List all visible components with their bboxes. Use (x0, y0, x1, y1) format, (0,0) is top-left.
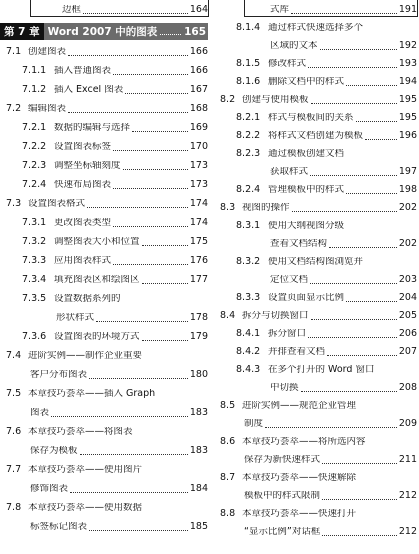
toc-entry[interactable] (214, 508, 417, 520)
section-number: 7.1.2 (22, 84, 47, 96)
section-title: 应用图表样式 (54, 256, 112, 266)
section-title: 拆分与切换窗口 (242, 311, 309, 321)
section-title: 本章技巧荟萃——将所选内容 (242, 437, 366, 447)
toc-entry[interactable] (214, 112, 417, 124)
section-number: 8.6 (220, 436, 236, 448)
toc-entry[interactable] (214, 220, 417, 232)
section-number: 7.3.5 (22, 293, 47, 305)
section-number: 8.7 (220, 472, 236, 484)
section-title: 本章技巧荟萃——使用图片 (28, 465, 143, 475)
toc-entry[interactable] (0, 407, 208, 419)
section-number: 7.1 (6, 46, 22, 58)
chapter-label: 第 7 章 (0, 23, 44, 40)
section-number: 8.2.3 (236, 148, 261, 160)
section-title: 标签标记图表 (30, 522, 88, 532)
chapter-title-bar (44, 23, 208, 40)
section-title: 设置数据系列的 (54, 294, 121, 304)
toc-entry[interactable] (214, 22, 417, 34)
toc-entry[interactable] (0, 350, 208, 362)
toc-entry[interactable] (0, 312, 208, 324)
chapter-page-number: 165 (184, 25, 206, 38)
section-number: 8.3.2 (236, 256, 261, 268)
page-number: 173 (189, 179, 208, 191)
section-title: 调整图表大小和位置 (54, 237, 140, 247)
section-title: 并排查看文档 (268, 347, 326, 357)
toc-entry[interactable] (214, 130, 417, 142)
toc-entry[interactable] (214, 40, 417, 52)
section-title: 模板中的样式限制 (244, 491, 321, 501)
page-number: 204 (398, 292, 417, 304)
section-title: 本章技巧荟萃——快速解除 (242, 473, 357, 483)
section-title: 制度 (244, 419, 264, 429)
toc-entry[interactable] (0, 65, 208, 77)
toc-entry[interactable] (0, 445, 208, 457)
section-title: 设置页面显示比例 (268, 293, 345, 303)
page-number: 174 (189, 217, 208, 229)
toc-entry[interactable] (0, 141, 208, 153)
section-title: 修饰图表 (30, 484, 69, 494)
section-title: 快速布局图表 (54, 180, 112, 190)
section-title: 样式与模板间的关系 (268, 113, 354, 123)
section-title: 保存为模板 (30, 446, 78, 456)
leader-dots (113, 74, 188, 75)
section-title: 本章技巧荟萃——将图表 (28, 427, 133, 437)
section-title: 插入普通图表 (54, 66, 112, 76)
toc-entry[interactable] (0, 198, 208, 210)
section-title: 边框 (62, 5, 82, 15)
section-number: 7.3.4 (22, 274, 47, 286)
section-title: 创建图表 (28, 47, 67, 57)
page-number: 212 (398, 490, 417, 502)
leader-dots (308, 67, 397, 68)
leader-dots (87, 207, 188, 208)
page-number: 178 (189, 312, 208, 324)
leader-dots (311, 103, 397, 104)
page-number: 185 (189, 521, 208, 533)
section-title: 视图的操作 (242, 203, 290, 213)
section-title: 将样式文档创建为模板 (268, 131, 364, 141)
page-number: 184 (189, 483, 208, 495)
section-title: 拆分窗口 (268, 329, 307, 339)
toc-entry[interactable] (214, 202, 417, 214)
section-title: 使用大纲视图分级 (268, 221, 345, 231)
toc-entry[interactable] (214, 328, 417, 340)
chapter-heading[interactable] (0, 23, 208, 40)
toc-entry[interactable] (0, 46, 208, 58)
section-number: 8.2 (220, 94, 236, 106)
page-number: 168 (189, 103, 208, 115)
toc-entry[interactable] (214, 274, 417, 286)
page-number: 174 (189, 198, 208, 210)
section-title: 删除文档中的样式 (268, 77, 345, 87)
leader-dots (310, 175, 397, 176)
section-number: 8.4.3 (236, 364, 261, 376)
section-title: 本章技巧荟萃——快速打开 (242, 509, 357, 519)
page-number: 196 (398, 130, 417, 142)
section-number: 7.4 (6, 350, 22, 362)
section-title: 中切换 (270, 383, 299, 393)
section-title: 调整坐标轴刻度 (54, 161, 121, 171)
toc-entry[interactable] (214, 76, 417, 88)
toc-entry[interactable] (214, 4, 417, 16)
section-number: 8.1.5 (236, 58, 261, 70)
leader-dots (68, 112, 188, 113)
toc-entry[interactable] (0, 103, 208, 115)
toc-entry[interactable] (0, 160, 208, 172)
section-number: 8.8 (220, 508, 236, 520)
toc-entry[interactable] (0, 4, 208, 16)
section-title: 客户分布图表 (30, 370, 88, 380)
section-title: 定位文档 (270, 275, 309, 285)
section-title: 查看文档结构 (270, 239, 328, 249)
leader-dots (346, 193, 397, 194)
section-title: 区域的文本 (270, 41, 318, 51)
leader-dots (125, 93, 188, 94)
toc-entry[interactable] (0, 255, 208, 267)
section-number: 7.2.4 (22, 179, 47, 191)
section-number: 7.2.3 (22, 160, 47, 172)
section-number: 8.3 (220, 202, 236, 214)
leader-dots (308, 337, 397, 338)
toc-entry[interactable] (0, 217, 208, 229)
leader-dots (142, 245, 188, 246)
toc-entry[interactable] (214, 454, 417, 466)
page-number: 194 (398, 76, 417, 88)
toc-entry[interactable] (0, 236, 208, 248)
leader-dots (113, 264, 188, 265)
page-number: 205 (398, 310, 417, 322)
leader-dots (356, 121, 397, 122)
chapter-title: Word 2007 中的图表 (47, 26, 158, 38)
page-number: 180 (189, 369, 208, 381)
section-title: 保存为新快速样式 (244, 455, 321, 465)
toc-entry[interactable] (214, 256, 417, 268)
section-number: 7.2 (6, 103, 22, 115)
page-number: 170 (189, 141, 208, 153)
toc-entry[interactable] (214, 238, 417, 250)
page-number: 169 (189, 122, 208, 134)
section-title: 数据的编辑与选择 (54, 123, 131, 133)
section-title: 通过模板创建文档 (268, 149, 345, 159)
leader-dots (113, 150, 188, 151)
page-number: 207 (398, 346, 417, 358)
page-number: 209 (398, 418, 417, 430)
section-number: 7.3 (6, 198, 22, 210)
page-number: 175 (189, 236, 208, 248)
leader-dots (265, 427, 397, 428)
section-number: 8.4 (220, 310, 236, 322)
leader-dots (113, 226, 188, 227)
leader-dots (96, 321, 188, 322)
toc-entry[interactable] (214, 292, 417, 304)
page-number: 192 (398, 40, 417, 52)
section-number: 7.1.1 (22, 65, 47, 77)
page-number: 164 (189, 4, 208, 16)
section-title: 在多个打开的 Word 窗口 (268, 365, 375, 375)
section-title: 式库 (270, 5, 290, 15)
toc-entry[interactable] (0, 293, 208, 305)
page-number: 211 (398, 454, 417, 466)
section-number: 8.3.1 (236, 220, 261, 232)
page-number: 183 (189, 407, 208, 419)
toc-entry[interactable] (0, 464, 208, 476)
section-title: 编辑图表 (28, 104, 67, 114)
toc-entry[interactable] (214, 346, 417, 358)
page-number: 212 (398, 526, 417, 538)
leader-dots (291, 13, 397, 14)
section-number: 8.4.2 (236, 346, 261, 358)
toc-entry[interactable] (0, 179, 208, 191)
leader-dots (320, 49, 397, 50)
leader-dots (301, 391, 397, 392)
page-number: 202 (398, 238, 417, 250)
section-title: 通过样式快速选择多个 (268, 23, 364, 33)
toc-entry[interactable] (214, 526, 417, 538)
toc-entry[interactable] (0, 521, 208, 533)
section-number: 7.3.2 (22, 236, 47, 248)
section-number: 7.8 (6, 502, 22, 514)
leader-dots (327, 355, 397, 356)
leader-dots (346, 85, 397, 86)
section-title: “显示比例”对话框 (244, 527, 321, 537)
page-number: 197 (398, 166, 417, 178)
leader-dots (132, 131, 188, 132)
section-title: 图表 (30, 408, 50, 418)
section-title: 填充图表区和绘图区 (54, 275, 140, 285)
toc-entry[interactable] (214, 94, 417, 106)
leader-dots (68, 55, 188, 56)
toc-entry[interactable] (0, 426, 208, 438)
section-number: 8.4.1 (236, 328, 261, 340)
section-number: 8.3.3 (236, 292, 261, 304)
toc-entry[interactable] (214, 58, 417, 70)
page-number: 208 (398, 382, 417, 394)
page-number: 193 (398, 58, 417, 70)
toc-entry[interactable] (214, 166, 417, 178)
leader-dots (70, 492, 188, 493)
section-title: 进阶实例——制作企业重要 (28, 351, 143, 361)
page-number: 179 (189, 331, 208, 343)
leader-dots (80, 454, 188, 455)
leader-dots (292, 211, 397, 212)
section-title: 设置图表格式 (28, 199, 86, 209)
toc-entry[interactable] (0, 84, 208, 96)
section-title: 使用文档结构图浏览并 (268, 257, 364, 267)
section-number: 8.5 (220, 400, 236, 412)
toc-entry[interactable] (0, 331, 208, 343)
toc-entry[interactable] (214, 400, 417, 412)
section-title: 形状样式 (56, 313, 95, 323)
leader-dots (365, 139, 397, 140)
toc-entry[interactable] (0, 369, 208, 381)
section-title: 插入 Excel 图表 (54, 85, 124, 95)
page-number: 202 (398, 202, 417, 214)
leader-dots (142, 283, 188, 284)
toc-entry[interactable] (214, 148, 417, 160)
page-number: 191 (398, 4, 417, 16)
section-title: 创建与使用模板 (242, 95, 309, 105)
page-number: 173 (189, 160, 208, 172)
page-number: 166 (189, 46, 208, 58)
leader-dots (160, 34, 181, 35)
toc-entry[interactable] (0, 274, 208, 286)
section-title: 本章技巧荟萃——插入 Graph (28, 389, 156, 399)
page-number: 176 (189, 255, 208, 267)
section-number: 8.2.4 (236, 184, 261, 196)
toc-entry[interactable] (214, 310, 417, 322)
section-title: 本章技巧荟萃——使用数据 (28, 503, 143, 513)
section-number: 8.1.4 (236, 22, 261, 34)
section-title: 修改样式 (268, 59, 307, 69)
section-number: 7.3.1 (22, 217, 47, 229)
section-number: 7.2.1 (22, 122, 47, 134)
section-title: 设置图表的环境方式 (54, 332, 140, 342)
page-number: 195 (398, 112, 417, 124)
page-number: 195 (398, 94, 417, 106)
leader-dots (322, 499, 397, 500)
toc-entry[interactable] (214, 472, 417, 484)
leader-dots (311, 319, 397, 320)
leader-dots (89, 530, 188, 531)
section-title: 设置图表标签 (54, 142, 112, 152)
leader-dots (83, 13, 188, 14)
section-number: 8.2.1 (236, 112, 261, 124)
leader-dots (113, 188, 188, 189)
leader-dots (123, 169, 188, 170)
section-number: 7.7 (6, 464, 22, 476)
toc-entry[interactable] (214, 436, 417, 448)
leader-dots (89, 378, 188, 379)
leader-dots (346, 301, 397, 302)
section-number: 8.1.6 (236, 76, 261, 88)
leader-dots (310, 283, 397, 284)
toc-entry[interactable] (0, 502, 208, 514)
leader-dots (142, 340, 188, 341)
page-number: 198 (398, 184, 417, 196)
toc-entry[interactable] (214, 382, 417, 394)
page-number: 183 (189, 445, 208, 457)
section-number: 7.2.2 (22, 141, 47, 153)
page-number: 167 (189, 84, 208, 96)
section-title: 管理模板中的样式 (268, 185, 345, 195)
leader-dots (329, 247, 397, 248)
section-number: 8.2.2 (236, 130, 261, 142)
toc-entry[interactable] (214, 364, 417, 376)
section-title: 更改图表类型 (54, 218, 112, 228)
toc-entry[interactable] (0, 483, 208, 495)
leader-dots (322, 535, 397, 536)
section-number: 7.6 (6, 426, 22, 438)
page-number: 203 (398, 274, 417, 286)
page-number: 206 (398, 328, 417, 340)
leader-dots (322, 463, 397, 464)
leader-dots (51, 416, 188, 417)
section-title: 获取样式 (270, 167, 309, 177)
toc-entry[interactable] (214, 490, 417, 502)
section-number: 7.5 (6, 388, 22, 400)
toc-entry[interactable] (0, 122, 208, 134)
section-title: 进阶实例——规范企业管理 (242, 401, 357, 411)
page-number: 166 (189, 65, 208, 77)
toc-entry[interactable] (0, 388, 208, 400)
section-number: 7.3.6 (22, 331, 47, 343)
toc-entry[interactable] (214, 418, 417, 430)
toc-entry[interactable] (214, 184, 417, 196)
section-number: 7.3.3 (22, 255, 47, 267)
page-number: 177 (189, 274, 208, 286)
